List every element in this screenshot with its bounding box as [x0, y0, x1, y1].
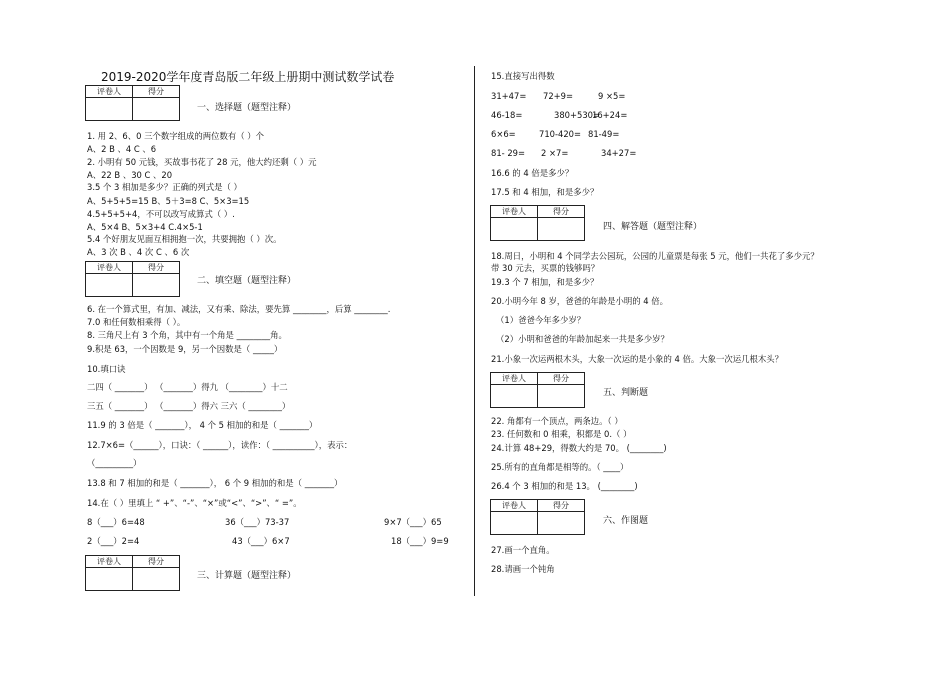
calc-item: 9 ×5=: [598, 91, 626, 101]
question-12: 12.7×6=（______），口诀：（ ______），读作：（ __________），表示：: [87, 440, 353, 450]
question-5-options: A、3 次 B 、4 次 C 、6 次: [87, 247, 190, 257]
question-23: 23. 任何数和 0 相乘，积都是 0.（ ）: [491, 429, 632, 439]
question-28: 28.请画一个钝角: [491, 564, 555, 574]
question-26: 26.4 个 3 相加的和是 13。 (________): [491, 481, 638, 491]
calc-item: 81-49=: [588, 129, 620, 139]
score-box: [85, 261, 180, 297]
question-14-item: 18（___）9=9: [391, 536, 449, 546]
score-header: 得分: [133, 262, 180, 274]
section-heading-choice: 一、选择题（题型注释）: [197, 103, 297, 113]
section-heading-calc: 三、计算题（题型注释）: [197, 571, 297, 581]
calc-item: 46-18=: [491, 110, 523, 120]
score-box: [85, 555, 180, 591]
question-5: 5.4 个好朋友见面互相拥抱一次，共要拥抱（ ）次。: [87, 234, 282, 244]
question-14-item: 9×7（___）65: [384, 517, 442, 527]
question-1-options: A、2 B 、4 C 、6: [87, 144, 157, 154]
reviewer-header: 评卷人: [86, 262, 133, 274]
section-heading-fill: 二、填空题（题型注释）: [197, 276, 297, 286]
question-14-item: 2（___）2=4: [87, 536, 140, 546]
calc-item: 72+9=: [543, 91, 574, 101]
question-21: 21.小象一次运两根木头，大象一次运的是小象的 4 倍。大象一次运几根木头？: [491, 354, 783, 364]
reviewer-header: 评卷人: [491, 206, 538, 218]
question-3-options: A、5+5+5=15 B、5＋3=8 C、5×3=15: [87, 196, 250, 206]
reviewer-header: 评卷人: [491, 373, 538, 385]
reviewer-header: 评卷人: [86, 556, 133, 568]
question-11: 11.9 的 3 倍是（ _______）， 4 个 5 相加的和是（ _______）: [87, 420, 318, 430]
calc-item: 34+27=: [601, 148, 637, 158]
question-12-cont: （_________）: [87, 458, 142, 468]
section-heading-draw: 六、作图题: [603, 516, 649, 526]
question-6: 6. 在一个算式里，有加、减法，又有乘、除法，要先算 ________，后算 ________.: [87, 304, 391, 314]
reviewer-header: 评卷人: [86, 86, 133, 98]
question-3: 3.5 个 3 相加是多少？正确的列式是（ ）: [87, 182, 242, 192]
question-20-part-2: （2）小明和爸爸的年龄加起来一共是多少岁？: [496, 334, 669, 344]
question-20: 20.小明今年 8 岁，爸爸的年龄是小明的 4 倍。: [491, 296, 668, 306]
question-14: 14.在（ ）里填上 “ +”、“-”、“×”或“<”、“>”、“ =”。: [87, 498, 302, 508]
score-box: [490, 372, 585, 408]
question-17: 17.5 和 4 相加，和是多少？: [491, 187, 599, 197]
question-9: 9.积是 63，一个因数是 9，另一个因数是（ _____）: [87, 344, 283, 354]
question-8: 8. 三角尺上有 3 个角，其中有一个角是 ________角。: [87, 330, 287, 340]
score-header: 得分: [538, 206, 585, 218]
question-14-item: 36（___）73-37: [225, 517, 290, 527]
question-16: 16.6 的 4 倍是多少？: [491, 168, 574, 178]
section-heading-solve: 四、解答题（题型注释）: [603, 222, 703, 232]
question-10: 10.填口诀: [87, 364, 126, 374]
question-14-item: 8（___）6=48: [87, 517, 145, 527]
question-7: 7.0 和任何数相乘得（ ）。: [87, 317, 186, 327]
question-14-item: 43（___）6×7: [232, 536, 290, 546]
score-box: [85, 85, 180, 121]
question-20-part-1: （1）爸爸今年多少岁？: [496, 315, 586, 325]
question-15: 15.直接写出得数: [491, 71, 555, 81]
question-4: 4.5+5+5+4，不可以改写成算式（ ）.: [87, 209, 235, 219]
score-header: 得分: [538, 500, 585, 512]
question-18-cont: 带 30 元去，买票的钱够吗？: [491, 263, 600, 273]
calc-item: 380+530=: [554, 110, 601, 120]
question-10-row-1: 二四（ _______） （_______）得九 （________）十二: [87, 382, 288, 392]
question-27: 27.画一个直角。: [491, 545, 555, 555]
score-box: [490, 205, 585, 241]
question-4-options: A、5×4 B、5×3+4 C.4×5-1: [87, 222, 203, 232]
question-2-options: A、22 B 、30 C 、20: [87, 170, 173, 180]
question-19: 19.3 个 7 相加，和是多少？: [491, 277, 599, 287]
question-18: 18.周日，小明和 4 个同学去公园玩，公园的儿童票是每张 5 元，他们一共花了多少元？: [491, 251, 819, 261]
question-10-row-2: 三五（ _______） （_______）得六 三六（ ________）: [87, 401, 291, 411]
calc-item: 31+47=: [491, 91, 527, 101]
question-25: 25.所有的直角都是相等的。（ ____）: [491, 462, 629, 472]
score-header: 得分: [133, 556, 180, 568]
column-divider: [474, 66, 475, 596]
question-1: 1. 用 2、6、0 三个数字组成的两位数有（ ）个: [87, 131, 264, 141]
calc-item: 16+24=: [592, 110, 628, 120]
score-header: 得分: [538, 373, 585, 385]
reviewer-header: 评卷人: [491, 500, 538, 512]
section-heading-judge: 五、判断题: [603, 388, 649, 398]
exam-title: 2019-2020学年度青岛版二年级上册期中测试数学试卷: [101, 70, 395, 84]
calc-item: 6×6=: [491, 129, 516, 139]
calc-item: 2 ×7=: [541, 148, 569, 158]
question-2: 2. 小明有 50 元钱，买故事书花了 28 元，他大约还剩（ ）元: [87, 157, 317, 167]
question-22: 22. 角都有一个顶点，两条边。（ ）: [491, 416, 623, 426]
question-13: 13.8 和 7 相加的和是（ _______）， 6 个 9 相加的和是（ _______）: [87, 478, 343, 488]
question-24: 24.计算 48+29，得数大约是 70。 (________): [491, 443, 667, 453]
calc-item: 81- 29=: [491, 148, 526, 158]
score-header: 得分: [133, 86, 180, 98]
calc-item: 710-420=: [539, 129, 582, 139]
score-box: [490, 499, 585, 535]
